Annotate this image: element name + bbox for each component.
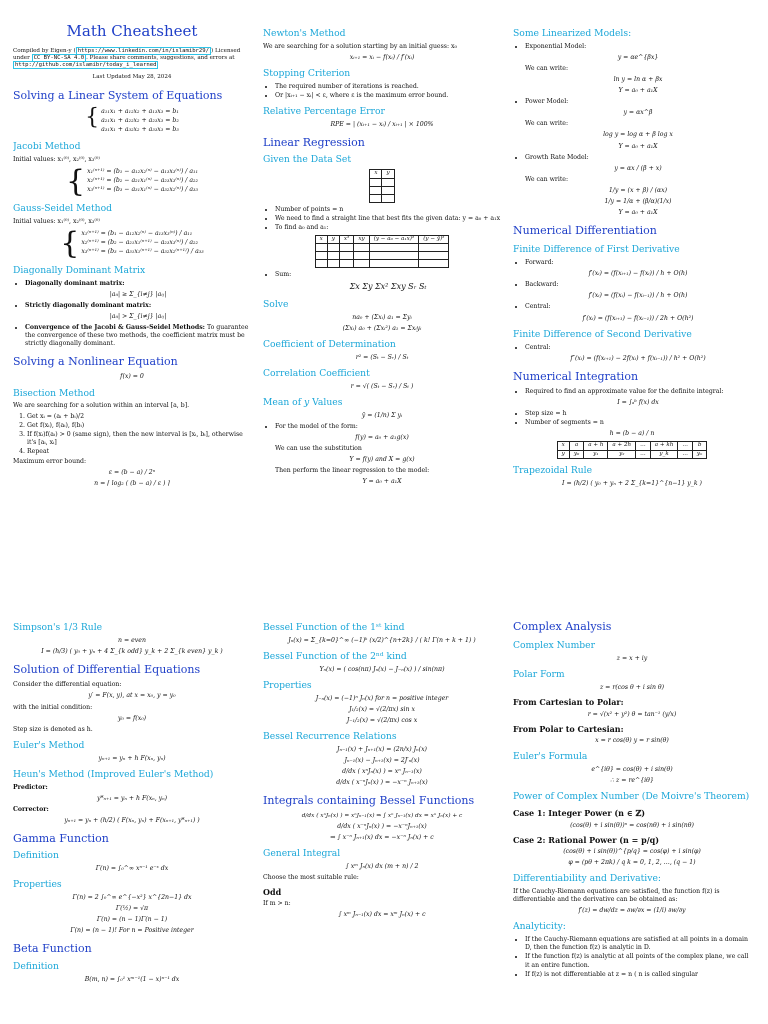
gamma-definition-heading: Definition (13, 850, 59, 862)
de-moivre-heading: Power of Complex Number (De Moivre's Theorem) (513, 791, 750, 803)
equation: yₙ₊₁ = yₙ + (h/2) ( F(xₙ, yₙ) + F(xₙ₊₁, y*ₙ₊₁) ) (64, 816, 200, 824)
equation: e^{iθ} = cos(θ) + i sin(θ) (591, 766, 673, 774)
column-1 (13, 0, 251, 600)
equation: Γ(n) = (n − 1)Γ(n − 1) (96, 916, 168, 924)
text: We can write: (525, 120, 569, 128)
equation: Σx Σy Σx² Σxy Sᵣ Sₜ (349, 282, 427, 292)
equation: ∴ z = re^{iθ} (610, 777, 654, 785)
equation: x₁⁽ⁿ⁺¹⁾ = (b₁ − a₁₂x₂⁽ⁿ⁾ − a₁₃x₃⁽ⁿ⁾) / a₁₁ (81, 229, 193, 237)
equation: f(y) = a₀ + a₁g(x) (355, 433, 409, 441)
ode-init: with the initial condition: (13, 703, 93, 711)
correlation-heading: Correlation Coefficient (263, 367, 370, 379)
ode-intro: Consider the differential equation: (13, 681, 122, 689)
equation: Jₙ₋₁(x) − Jₙ₊₁(x) = 2J′ₙ(x) (344, 757, 420, 765)
table-cell: a (569, 442, 583, 450)
substitution-text: We can use the substitution (275, 444, 362, 452)
equation: x = r cos(θ) y = r sin(θ) (595, 737, 669, 745)
equation: x₃⁽ⁿ⁺¹⁾ = (b₃ − a₃₁x₁⁽ⁿ⁾ − a₃₂x₂⁽ⁿ⁾) / a₃₃ (87, 186, 198, 194)
equation: x₂⁽ⁿ⁺¹⁾ = (b₂ − a₂₁x₁⁽ⁿ⁺¹⁾ − a₂₃x₃⁽ⁿ⁾) / a₂₂ (81, 239, 198, 247)
credits: Compiled by Eigen-y ( https://www.linkedin.com/in/islamibr29/ ) Licensed under CC BY-NC-SA 4.0 . Please share comments, suggestions, and errors at http://github.com/islamibr/today_i_learned (13, 47, 241, 69)
jacobi-equations: { x₁⁽ⁿ⁺¹⁾ = (b₁ − a₁₂x₂⁽ⁿ⁾ − a₁₃x₃⁽ⁿ⁾) / a₁₁ x₂⁽ⁿ⁺¹⁾ = (b₂ − a₂₁x₁⁽ⁿ⁾ − a₂₃x₃⁽ⁿ⁾) / a₂₂ x₃⁽ⁿ⁺¹⁾ = (b₃ − a₃₁x₁⁽ⁿ⁾ − a₃₂x₂⁽ⁿ⁾) / a₃₃ (66, 163, 198, 199)
equation: y = αx / (β + x) (614, 164, 662, 172)
bessel1-heading: Bessel Function of the 1ˢᵗ kind (263, 622, 405, 633)
fd2-heading: Finite Difference of Second Derivative (513, 328, 692, 340)
column-3 (513, 0, 751, 600)
polar-form-heading: Polar Form (513, 669, 565, 681)
rpe-heading: Relative Percentage Error (263, 106, 385, 118)
linearized-list (525, 43, 751, 217)
equation: Y = a₀ + a₁X (362, 478, 402, 486)
list-item: • Growth Rate Model: y = αx / (β + x) We can write: 1/y = (x + β) / (αx) 1/y = 1/α + (β/α)(1/x) Y = a₀ + a₁X (525, 154, 751, 217)
newton-intro: We are searching for a solution starting by an initial guess: x₀ (263, 42, 457, 50)
table-header: xy (354, 235, 369, 243)
model-list (275, 423, 501, 431)
table-header: (y − ȳ)² (419, 235, 449, 243)
table-cell: a + h (584, 442, 608, 450)
list-item: • To find a₀ and a₁: (275, 224, 501, 232)
list-item: • If f(z) is not differentiable at z = n ( n is called singular (525, 971, 751, 979)
list-item: • Number of segments = n (525, 419, 751, 427)
numint-heading: Numerical Integration (513, 369, 639, 383)
list-item: • Number of points = n (275, 206, 501, 214)
linkedin-link[interactable]: https://www.linkedin.com/in/islamibr29/ (77, 47, 210, 54)
equation: xᵢ₊₁ = xᵢ − f(xᵢ) / f′(xᵢ) (349, 54, 415, 62)
equation: d/dx ( x⁻ⁿJₙ(x) ) = −x⁻ⁿ Jₙ₊₁(x) (336, 779, 428, 787)
euler-formula-heading: Euler's Formula (513, 751, 588, 763)
table-cell: yₙ (692, 450, 706, 458)
stopping-list (275, 83, 501, 100)
equation: f′(xᵢ) = (f(xᵢ₊₁) − f(xᵢ)) / h + O(h) (588, 270, 688, 278)
equation: y₀ = f(x₀) (117, 714, 147, 722)
equation: ε = (b − a) / 2ⁿ (108, 468, 156, 476)
fd1-list (525, 259, 751, 322)
bessel-integrals-heading: Integrals containing Bessel Functions (263, 794, 475, 808)
table-cell: a + 2h (608, 442, 636, 450)
equation: x₁⁽ⁿ⁺¹⁾ = (b₁ − a₁₂x₂⁽ⁿ⁾ − a₁₃x₃⁽ⁿ⁾) / a₁₁ (87, 167, 198, 175)
equation: (cos(θ) + i sin(θ))ⁿ = cos(nθ) + i sin(nθ) (570, 821, 694, 829)
equation: ∫ xᵐ Jₙ(x) dx (m + n) / 2 (345, 863, 419, 871)
table-cell: … (636, 442, 651, 450)
differentiability-heading: Differentiability and Derivative: (513, 873, 661, 885)
list-item: 1. Get xᵢ = (aᵢ + bᵢ)/2 (27, 413, 251, 421)
equation: Γ(n) = (n − 1)! For n = Positive integer (70, 927, 194, 935)
list-item: • Backward: f′(xᵢ) = (f(xᵢ) − f(xᵢ₋₁)) / h + O(h) (525, 281, 751, 300)
beta-heading: Beta Function (13, 942, 92, 956)
corrector-label: Corrector: (13, 805, 49, 813)
euler-method-heading: Euler's Method (13, 739, 85, 751)
equation: na₀ + (Σxᵢ) a₁ = Σyᵢ (352, 313, 412, 321)
list-item: • Forward: f′(xᵢ) = (f(xᵢ₊₁) − f(xᵢ)) / h + O(h) (525, 259, 751, 278)
given-data-heading: Given the Data Set (263, 154, 352, 166)
equation: n = even (118, 636, 146, 644)
integration-table (557, 441, 708, 459)
equation: Y = a₀ + a₁X (618, 208, 658, 216)
numdiff-heading: Numerical Differentiation (513, 223, 657, 237)
bessel-properties-heading: Properties (263, 680, 312, 692)
gauss-seidel-initial: Initial values: x₁⁽⁰⁾, x₂⁽⁰⁾, x₃⁽⁰⁾ (13, 217, 100, 225)
fd2-list (525, 344, 751, 363)
complex-number-heading: Complex Number (513, 640, 596, 652)
equation: z = x + iy (616, 655, 648, 663)
text: We can write: (525, 65, 569, 73)
column-5 (263, 612, 501, 1024)
ode-step: Step size is denoted as h. (13, 725, 93, 733)
linear-system-heading: Solving a Linear System of Equations (13, 88, 223, 102)
equation: I = (h/3) ( y₀ + yₙ + 4 Σ_{k odd} y_k + 2 Σ_{k even} y_k ) (41, 648, 223, 656)
list-item: • Strictly diagonally dominant matrix: |aᵢᵢ| > Σ_{i≠j} |aᵢⱼ| (25, 302, 251, 321)
given-list (275, 206, 501, 232)
equation: y*ₙ₊₁ = yₙ + h F(xₙ, yₙ) (96, 794, 168, 802)
equation: f′(xᵢ) = (f(xᵢ₊₁) − f(xᵢ₋₁)) / 2h + O(h²) (582, 314, 694, 322)
table-cell: b (692, 442, 706, 450)
equation: J₋ₙ(x) = (−1)ⁿ Jₙ(x) for n = positive integer (315, 694, 449, 702)
list-item: • We need to find a straight line that best fits the given data: y = a₀ + a₁x (275, 215, 501, 223)
bessel2-heading: Bessel Function of the 2ⁿᵈ kind (263, 651, 407, 663)
case2-heading: Case 2: Rational Power (n = p/q) (513, 834, 660, 845)
column-2 (263, 0, 501, 600)
equation: x₂⁽ⁿ⁺¹⁾ = (b₂ − a₂₁x₁⁽ⁿ⁾ − a₂₃x₃⁽ⁿ⁾) / a₂₂ (87, 177, 198, 185)
table-header: (y − a₀ − a₁x)² (369, 235, 419, 243)
page-two (0, 612, 768, 1024)
equation: I = ∫ₐᵇ f(x) dx (617, 399, 659, 407)
mean-heading: Mean of y Values (263, 396, 343, 408)
equation: J₋₁/₂(x) = √(2/πx) cos x (346, 717, 418, 725)
equation: Jₙ(x) = Σ_{k=0}^∞ (−1)ᵏ (x/2)^{n+2k} / ( k! Γ(n + k + 1) ) (288, 636, 476, 644)
list-item: • Sum: Σx Σy Σx² Σxy Sᵣ Sₜ (275, 271, 501, 292)
equation: log y = log α + β log x (603, 131, 673, 139)
column-6 (513, 612, 751, 1024)
list-item: • Central: f′(xᵢ) = (f(xᵢ₊₁) − f(xᵢ₋₁)) / 2h + O(h²) (525, 303, 751, 322)
last-updated: Last Updated May 28, 2024 (92, 74, 172, 81)
equation: z = r(cos θ + i sin θ) (599, 684, 665, 692)
list-item: • If the function f(z) is analytic at all points of the complex plane, we call it an entire function. (525, 953, 751, 969)
equation: Jₙ₋₁(x) + Jₙ₊₁(x) = (2n/x) Jₙ(x) (337, 746, 427, 754)
equation: d/dx ( xⁿJₙ(x) ) = xⁿJₙ₋₁(x) ⇒ ∫ xⁿ Jₙ₋₁(x) dx = xⁿ Jₙ(x) + c (301, 812, 463, 819)
differentiability-text: If the Cauchy-Riemann equations are satisfied, the function f(z) is differentiable and the derivative can be obtained as: (513, 888, 720, 904)
regression-table (315, 235, 450, 268)
list-item: • Convergence of the Jacobi & Gauss-Seidel Methods: To guarantee the convergence of these two methods, the coefficient matrix must be strictly diagonally dominant. (25, 324, 251, 348)
document-title: Math Cheatsheet (66, 22, 198, 40)
equation: a₃₁x₁ + a₃₂x₂ + a₃₃x₃ = b₃ (101, 126, 179, 134)
equation: f(x) = 0 (120, 373, 144, 381)
data-set-table (369, 169, 394, 202)
equation: d/dx ( xⁿJₙ(x) ) = xⁿ Jₙ₋₁(x) (342, 768, 422, 776)
list-item: • The required number of iterations is reached. (275, 83, 501, 91)
equation: (Σxᵢ) a₀ + (Σxᵢ²) a₁ = Σxᵢyᵢ (342, 324, 422, 332)
equation: Γ(½) = √π (115, 905, 149, 913)
table-cell: … (636, 450, 651, 458)
list-item: • Exponential Model: y = αe^{βx} We can write: ln y = ln α + βx Y = a₀ + a₁X (525, 43, 751, 95)
fd1-heading: Finite Difference of First Derivative (513, 244, 680, 256)
stopping-heading: Stopping Criterion (263, 68, 351, 80)
text: We can write: (525, 175, 569, 183)
analyticity-list (525, 936, 751, 978)
equation: (cos(θ) + i sin(θ))^{p/q} = cos(φ) + i sin(φ) (563, 848, 701, 856)
heun-heading: Heun's Method (Improved Euler's Method) (13, 768, 214, 780)
jacobi-heading: Jacobi Method (13, 140, 81, 152)
equation: yₙ₊₁ = yₙ + h F(xₙ, yₙ) (98, 754, 166, 762)
equation: 1/y = 1/α + (β/α)(1/x) (604, 197, 672, 205)
ode-heading: Solution of Differential Equations (13, 663, 201, 677)
recurrence-heading: Bessel Recurrence Relations (263, 731, 397, 743)
equation: f′(z) = dw/dz = ∂w/∂x = (1/i) ∂w/∂y (578, 907, 686, 915)
equation: Γ(n) = ∫₀^∞ xⁿ⁻¹ e⁻ˣ dx (95, 865, 169, 873)
equation: h = (b − a) / n (609, 430, 655, 438)
list-item: • Power Model: y = αx^β We can write: log y = log α + β log x Y = a₀ + a₁X (525, 98, 751, 150)
bisection-error-label: Maximum error bound: (13, 457, 87, 465)
equation: Y = f(y) and X = g(x) (349, 455, 415, 463)
list-item: • For the model of the form: (275, 423, 501, 431)
equation: |aᵢᵢ| > Σ_{i≠j} |aᵢⱼ| (109, 312, 167, 320)
table-cell: y₁ (584, 450, 608, 458)
jacobi-initial: Initial values: x₁⁽⁰⁾, x₂⁽⁰⁾, x₃⁽⁰⁾ (13, 155, 100, 163)
newton-heading: Newton's Method (263, 28, 346, 39)
equation: f″(xᵢ) = (f(xᵢ₊₁) − 2f(xᵢ) + f(xᵢ₋₁)) / h² + O(h²) (570, 354, 706, 362)
equation: ∫ xᵐ Jₙ₋₁(x) dx = xᵐ Jₙ(x) + c (338, 910, 426, 918)
linearized-heading: Some Linearized Models: (513, 28, 632, 39)
table-cell: y_k (650, 450, 678, 458)
table-header: x (315, 235, 327, 243)
trapezoidal-heading: Trapezoidal Rule (513, 464, 593, 476)
equation: 1/y = (x + β) / (αx) (608, 186, 668, 194)
general-integral-heading: General Integral (263, 848, 341, 860)
list-item: • If the Cauchy-Riemann equations are satisfied at all points in a domain D, then the function f(z) is analytic in D. (525, 936, 751, 952)
predictor-label: Predictor: (13, 783, 48, 791)
odd-heading: Odd (263, 887, 282, 898)
equation: I = (h/2) ( y₀ + yₙ + 2 Σ_{k=1}^{n−1} y_k ) (562, 479, 702, 487)
equation: Γ(n) = 2 ∫₀^∞ e^{−x²} x^{2n−1} dx (72, 894, 192, 902)
equation: Y = a₀ + a₁X (618, 142, 658, 150)
linear-regression-heading: Linear Regression (263, 136, 365, 150)
list-item: • Required to find an approximate value for the definite integral: I = ∫ₐᵇ f(x) dx (525, 388, 751, 407)
table-cell: … (678, 442, 693, 450)
diagonally-dominant-list (25, 280, 251, 348)
nonlinear-heading: Solving a Nonlinear Equation (13, 355, 178, 369)
equation: f′(xᵢ) = (f(xᵢ) − f(xᵢ₋₁)) / h + O(h) (588, 292, 688, 300)
gamma-heading: Gamma Function (13, 831, 109, 845)
column-4 (13, 612, 251, 1024)
table-cell: y₀ (569, 450, 583, 458)
simpson-heading: Simpson's 1/3 Rule (13, 622, 103, 633)
equation: y = αe^{βx} (617, 54, 659, 62)
table-header: y (382, 170, 394, 178)
equation: ⇒ ∫ x⁻ⁿ Jₙ₊₁(x) dx = −x⁻ⁿ Jₙ(x) + c (330, 834, 434, 842)
diagonally-dominant-heading: Diagonally Dominant Matrix (13, 264, 146, 276)
table-cell: y (557, 450, 569, 458)
gamma-properties-heading: Properties (13, 879, 62, 891)
linear-system-equations: { a₁₁x₁ + a₁₂x₂ + a₁₃x₃ = b₁ a₂₁x₁ + a₂₂x₂ + a₂₃x₃ = b₂ a₃₁x₁ + a₃₂x₂ + a₃₃x₃ = b₃ (85, 104, 179, 134)
equation: J₁/₂(x) = √(2/πx) sin x (349, 706, 415, 714)
equation: y′ = F(x, y), at x = x₀, y = y₀ (88, 692, 176, 700)
if-m-text: If m > n: (263, 899, 291, 907)
equation: a₂₁x₁ + a₂₂x₂ + a₂₃x₃ = b₂ (101, 117, 179, 125)
equation: r = √( (Sₜ − Sᵣ) / Sₜ ) (350, 382, 414, 390)
list-item: • Central: f″(xᵢ) = (f(xᵢ₊₁) − 2f(xᵢ) + f(xᵢ₋₁)) / h² + O(h²) (525, 344, 751, 363)
analyticity-heading: Analyticity: (513, 921, 566, 933)
table-cell: x (557, 442, 569, 450)
bisection-steps (27, 413, 251, 456)
case1-heading: Case 1: Integer Power (n ∈ ℤ) (513, 808, 646, 819)
list-item: 2. Get f(xᵢ), f(aᵢ), f(bᵢ) (27, 422, 251, 430)
list-item: • Diagonally dominant matrix: |aᵢᵢ| ≥ Σ_{i≠j} |aᵢⱼ| (25, 280, 251, 299)
equation: y = αx^β (623, 109, 653, 117)
table-cell: y₂ (608, 450, 636, 458)
table-header: x² (339, 235, 353, 243)
list-item: 3. If f(xᵢ)f(aᵢ) > 0 (same sign), then the new interval is [xᵢ, bᵢ], otherwise it's [aᵢ, xᵢ] (27, 431, 251, 447)
numint-list (525, 388, 751, 427)
list-item: • Or |xᵢ₊₁ − xᵢ| < ε, where ε is the maximum error bound. (275, 92, 501, 100)
equation: x₃⁽ⁿ⁺¹⁾ = (b₃ − a₃₁x₁⁽ⁿ⁺¹⁾ − a₃₂x₂⁽ⁿ⁺¹⁾) / a₃₃ (81, 248, 204, 256)
equation: d/dx ( x⁻ⁿJₙ(x) ) = −x⁻ⁿJₙ₊₁(x) (337, 823, 427, 831)
table-cell: a + kh (650, 442, 678, 450)
equation: RPE = | (xᵢ₊₁ − xᵢ) / xᵢ₊₁ | × 100% (330, 121, 434, 129)
bisection-intro: We are searching for a solution within an interval [a, b]. (13, 402, 190, 410)
equation: Y = a₀ + a₁X (618, 87, 658, 95)
github-link[interactable]: http://github.com/islamibr/today_i_learned (15, 62, 157, 69)
cartesian-to-polar-heading: From Cartesian to Polar: (513, 697, 624, 708)
choose-text: Choose the most suitable rule: (263, 874, 359, 882)
equation: r = √(x² + y²) θ = tan⁻¹ (y/x) (587, 710, 677, 718)
beta-definition-heading: Definition (13, 960, 59, 972)
list-item: • Step size = h (525, 410, 751, 418)
gauss-seidel-heading: Gauss-Seidel Method (13, 202, 112, 214)
equation: ȳ = (1/n) Σ yᵢ (361, 411, 403, 419)
equation: φ = (pθ + 2πk) / q k = 0, 1, 2, …, (q − 1) (568, 859, 696, 867)
table-cell: … (678, 450, 693, 458)
table-header: y (327, 235, 339, 243)
solve-heading: Solve (263, 298, 289, 310)
gauss-seidel-equations: { x₁⁽ⁿ⁺¹⁾ = (b₁ − a₁₂x₂⁽ⁿ⁾ − a₁₃x₃⁽ⁿ⁾) / a₁₁ x₂⁽ⁿ⁺¹⁾ = (b₂ − a₂₁x₁⁽ⁿ⁺¹⁾ − a₂₃x₃⁽ⁿ⁾) / a₂₂ x₃⁽ⁿ⁺¹⁾ = (b₃ − a₃₁x₁⁽ⁿ⁺¹⁾ − a₃₂x₂⁽ⁿ⁺¹⁾) / a₃₃ (60, 225, 204, 261)
polar-to-cartesian-heading: From Polar to Cartesian: (513, 723, 624, 734)
equation: Yₙ(x) = ( cos(nπ) Jₙ(x) − J₋ₙ(x) ) / sin(nπ) (319, 665, 445, 673)
license-link[interactable]: CC BY-NC-SA 4.0 (33, 54, 85, 61)
equation: B(m, n) = ∫₀¹ xᵐ⁻¹(1 − x)ⁿ⁻¹ dx (84, 975, 180, 983)
complex-heading: Complex Analysis (513, 620, 612, 633)
equation: a₁₁x₁ + a₁₂x₂ + a₁₃x₃ = b₁ (101, 107, 179, 115)
equation: ln y = ln α + βx (613, 76, 663, 84)
equation: n = ⌈ log₂ ( (b − a) / ε ) ⌉ (94, 479, 170, 487)
cod-heading: Coefficient of Determination (263, 338, 396, 350)
list-item: 4. Repeat (27, 448, 251, 456)
bisection-heading: Bisection Method (13, 387, 95, 399)
then-text: Then perform the linear regression to the model: (275, 466, 430, 474)
equation: |aᵢᵢ| ≥ Σ_{i≠j} |aᵢⱼ| (109, 290, 167, 298)
table-header: x (370, 170, 382, 178)
sum-list (275, 271, 501, 292)
equation: r² = (Sₜ − Sᵣ) / Sₜ (355, 353, 409, 361)
